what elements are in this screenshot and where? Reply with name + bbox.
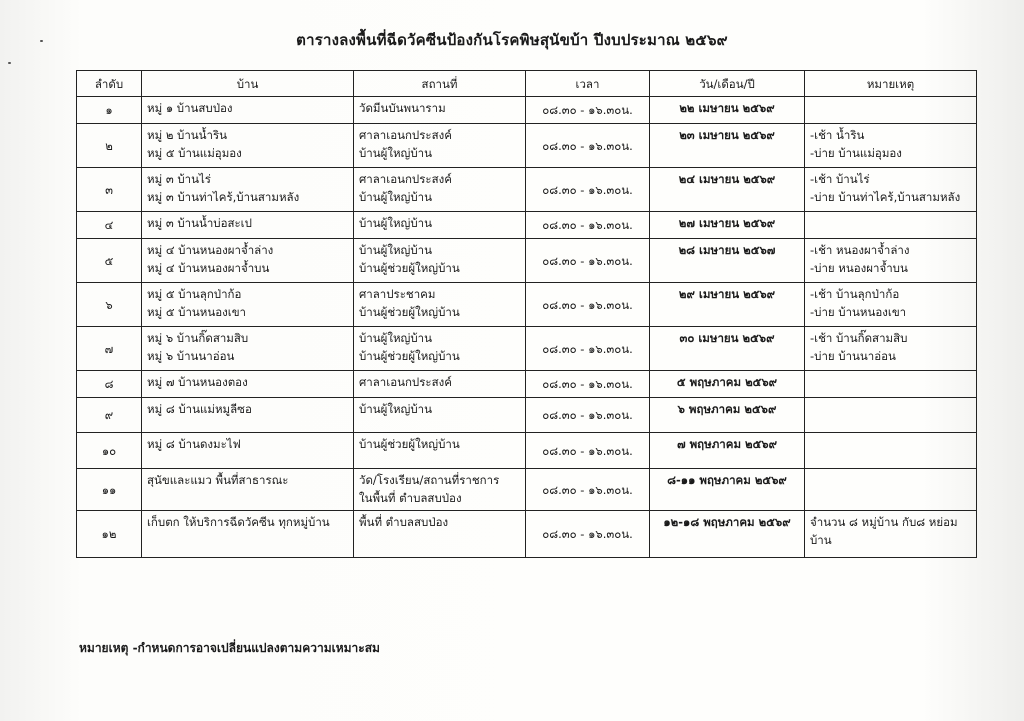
table-header-row — [77, 71, 977, 97]
cell-date: ๒๙ เมษายน ๒๕๖๙ — [650, 283, 805, 327]
cell-village-line: หมู่ ๘ บ้านดงมะไฟ — [147, 437, 241, 451]
cell-time: ๐๘.๓๐ - ๑๖.๓๐น. — [526, 371, 650, 398]
cell-place — [354, 327, 526, 371]
cell-order: ๑ — [77, 97, 142, 124]
footer-note: หมายเหตุ -กำหนดการอาจเปลี่ยนแปลงตามความเหมาะสม — [79, 641, 380, 655]
cell-place — [354, 97, 526, 124]
cell-remark-line: -บ่าย บ้านแม่อุมอง — [810, 146, 902, 160]
table-row — [77, 97, 977, 124]
cell-village — [142, 371, 354, 398]
cell-time: ๐๘.๓๐ - ๑๖.๓๐น. — [526, 398, 650, 433]
cell-time: ๐๘.๓๐ - ๑๖.๓๐น. — [526, 97, 650, 124]
cell-place-line: ศาลาเอนกประสงค์ — [359, 128, 452, 142]
cell-village-line: หมู่ ๗ บ้านหนองตอง — [147, 375, 248, 389]
cell-place-line: วัดมีนบันพนาราม — [359, 101, 446, 115]
cell-time: ๐๘.๓๐ - ๑๖.๓๐น. — [526, 239, 650, 283]
cell-date: ๒๘ เมษายน ๒๕๖๗ — [650, 239, 805, 283]
cell-place — [354, 239, 526, 283]
cell-order: ๕ — [77, 239, 142, 283]
cell-village-line: หมู่ ๔ บ้านหนองผาจ้ำล่าง — [147, 243, 274, 257]
cell-order: ๑๒ — [77, 511, 142, 558]
cell-remark-line: -เช้า บ้านกิ๊ดสามสิบ — [810, 331, 908, 345]
cell-village — [142, 433, 354, 469]
cell-time: ๐๘.๓๐ - ๑๖.๓๐น. — [526, 327, 650, 371]
cell-remark — [805, 433, 977, 469]
cell-place-line: บ้านผู้ใหญ่บ้าน — [359, 146, 432, 160]
cell-place-line: บ้านผู้ใหญ่บ้าน — [359, 402, 432, 416]
cell-remark — [805, 97, 977, 124]
cell-place-line: ในพื้นที่ ตำบลสบป่อง — [359, 491, 462, 505]
cell-village — [142, 398, 354, 433]
cell-village-line: หมู่ ๓ บ้านไร่ — [147, 172, 211, 186]
cell-date: ๘-๑๑ พฤษภาคม ๒๕๖๙ — [650, 469, 805, 511]
cell-village-line: หมู่ ๓ บ้านท่าไคร้,บ้านสามหลัง — [147, 190, 300, 204]
cell-village-line: หมู่ ๓ บ้านน้ำบ่อสะเป — [147, 216, 252, 230]
cell-place-line: บ้านผู้ช่วยผู้ใหญ่บ้าน — [359, 437, 460, 451]
cell-remark — [805, 511, 977, 558]
cell-order: ๑๐ — [77, 433, 142, 469]
cell-remark-line: -เช้า บ้านลุกป่าก้อ — [810, 287, 900, 301]
cell-place-line: พื้นที่ ตำบลสบป่อง — [359, 515, 449, 529]
cell-place-line: บ้านผู้ใหญ่บ้าน — [359, 243, 432, 257]
cell-village — [142, 212, 354, 239]
cell-village-line: หมู่ ๕ บ้านลุกป่าก้อ — [147, 287, 242, 301]
table-row — [77, 212, 977, 239]
cell-time: ๐๘.๓๐ - ๑๖.๓๐น. — [526, 212, 650, 239]
cell-remark — [805, 168, 977, 212]
table-row — [77, 511, 977, 558]
cell-date: ๑๒-๑๘ พฤษภาคม ๒๕๖๙ — [650, 511, 805, 558]
cell-village-line: หมู่ ๑ บ้านสบป่อง — [147, 101, 233, 115]
cell-date: ๕ พฤษภาคม ๒๕๖๙ — [650, 371, 805, 398]
cell-remark-line: -บ่าย หนองผาจ้ำบน — [810, 261, 908, 275]
cell-place-line: บ้านผู้ช่วยผู้ใหญ่บ้าน — [359, 261, 460, 275]
cell-remark-line: -เช้า บ้านไร่ — [810, 172, 870, 186]
cell-place-line: ศาลาเอนกประสงค์ — [359, 375, 452, 389]
table-row — [77, 283, 977, 327]
cell-order: ๓ — [77, 168, 142, 212]
cell-time: ๐๘.๓๐ - ๑๖.๓๐น. — [526, 511, 650, 558]
cell-order: ๗ — [77, 327, 142, 371]
cell-time: ๐๘.๓๐ - ๑๖.๓๐น. — [526, 469, 650, 511]
cell-date: ๒๗ เมษายน ๒๕๖๙ — [650, 212, 805, 239]
cell-place-line: บ้านผู้ช่วยผู้ใหญ่บ้าน — [359, 305, 460, 319]
cell-place-line: วัด/โรงเรียน/สถานที่ราชการ — [359, 473, 500, 487]
cell-date: ๖ พฤษภาคม ๒๕๖๙ — [650, 398, 805, 433]
table-row — [77, 398, 977, 433]
cell-remark — [805, 327, 977, 371]
cell-remark — [805, 398, 977, 433]
cell-remark — [805, 469, 977, 511]
cell-place-line: บ้านผู้ใหญ่บ้าน — [359, 216, 432, 230]
scan-speck — [8, 62, 11, 64]
cell-order: ๙ — [77, 398, 142, 433]
cell-place — [354, 212, 526, 239]
header-date: วัน/เดือน/ปี — [650, 71, 805, 97]
cell-time: ๐๘.๓๐ - ๑๖.๓๐น. — [526, 433, 650, 469]
schedule-table — [76, 70, 977, 558]
cell-date: ๒๔ เมษายน ๒๕๖๙ — [650, 168, 805, 212]
cell-village — [142, 239, 354, 283]
cell-village-line: หมู่ ๘ บ้านแม่หมูลีซอ — [147, 402, 252, 416]
cell-order: ๖ — [77, 283, 142, 327]
cell-order: ๑๑ — [77, 469, 142, 511]
cell-remark-line: -บ่าย บ้านหนองเขา — [810, 305, 907, 319]
cell-village-line: หมู่ ๖ บ้านกิ๊ดสามสิบ — [147, 331, 249, 345]
cell-date: ๒๓ เมษายน ๒๕๖๙ — [650, 124, 805, 168]
cell-village-line: หมู่ ๒ บ้านน้ำริน — [147, 128, 228, 142]
cell-village-line: หมู่ ๖ บ้านนาอ่อน — [147, 349, 235, 363]
cell-place-line: ศาลาเอนกประสงค์ — [359, 172, 452, 186]
header-remark: หมายเหตุ — [805, 71, 977, 97]
table-row — [77, 469, 977, 511]
cell-remark — [805, 283, 977, 327]
cell-place — [354, 469, 526, 511]
cell-village — [142, 283, 354, 327]
cell-order: ๘ — [77, 371, 142, 398]
cell-village — [142, 511, 354, 558]
cell-remark-line: บ้าน — [810, 533, 832, 547]
table-row — [77, 239, 977, 283]
table-row — [77, 327, 977, 371]
cell-place — [354, 124, 526, 168]
cell-remark-line: -บ่าย บ้านนาอ่อน — [810, 349, 896, 363]
cell-village-line: หมู่ ๕ บ้านแม่อุมอง — [147, 146, 242, 160]
cell-place — [354, 511, 526, 558]
cell-village — [142, 168, 354, 212]
header-order: ลำดับ — [77, 71, 142, 97]
cell-remark — [805, 239, 977, 283]
cell-remark — [805, 212, 977, 239]
document-title: ตารางลงพื้นที่ฉีดวัคซีนป้องกันโรคพิษสุนัขบ้า ปีงบประมาณ ๒๕๖๙ — [296, 31, 728, 49]
cell-order: ๒ — [77, 124, 142, 168]
header-village: บ้าน — [142, 71, 354, 97]
cell-village-line: หมู่ ๕ บ้านหนองเขา — [147, 305, 247, 319]
cell-place-line: ศาลาประชาคม — [359, 287, 436, 301]
cell-place — [354, 433, 526, 469]
cell-place-line: บ้านผู้ใหญ่บ้าน — [359, 190, 432, 204]
cell-remark-line: -บ่าย บ้านท่าไคร้,บ้านสามหลัง — [810, 190, 961, 204]
cell-place — [354, 398, 526, 433]
header-time: เวลา — [526, 71, 650, 97]
table-row — [77, 124, 977, 168]
cell-remark-line: -เช้า หนองผาจ้ำล่าง — [810, 243, 910, 257]
cell-remark-line: จำนวน ๘ หมู่บ้าน กับ๘ หย่อม — [810, 515, 958, 529]
cell-place — [354, 283, 526, 327]
table-row — [77, 168, 977, 212]
cell-date: ๓๐ เมษายน ๒๕๖๙ — [650, 327, 805, 371]
table-row — [77, 371, 977, 398]
cell-village-line: หมู่ ๔ บ้านหนองผาจ้ำบน — [147, 261, 270, 275]
cell-village — [142, 469, 354, 511]
cell-place — [354, 168, 526, 212]
cell-date: ๒๒ เมษายน ๒๕๖๙ — [650, 97, 805, 124]
table-row — [77, 433, 977, 469]
cell-remark — [805, 124, 977, 168]
cell-date: ๗ พฤษภาคม ๒๕๖๙ — [650, 433, 805, 469]
cell-time: ๐๘.๓๐ - ๑๖.๓๐น. — [526, 124, 650, 168]
cell-village — [142, 97, 354, 124]
cell-village-line: สุนัขและแมว พื้นที่สาธารณะ — [147, 473, 289, 487]
cell-place-line: บ้านผู้ใหญ่บ้าน — [359, 331, 432, 345]
header-place: สถานที่ — [354, 71, 526, 97]
cell-time: ๐๘.๓๐ - ๑๖.๓๐น. — [526, 283, 650, 327]
cell-place-line: บ้านผู้ช่วยผู้ใหญ่บ้าน — [359, 349, 460, 363]
cell-village — [142, 124, 354, 168]
cell-remark — [805, 371, 977, 398]
cell-remark-line: -เช้า น้ำริน — [810, 128, 865, 142]
cell-village-line: เก็บตก ให้บริการฉีดวัคซีน ทุกหมู่บ้าน — [147, 515, 330, 529]
cell-place — [354, 371, 526, 398]
cell-time: ๐๘.๓๐ - ๑๖.๓๐น. — [526, 168, 650, 212]
cell-village — [142, 327, 354, 371]
cell-order: ๔ — [77, 212, 142, 239]
